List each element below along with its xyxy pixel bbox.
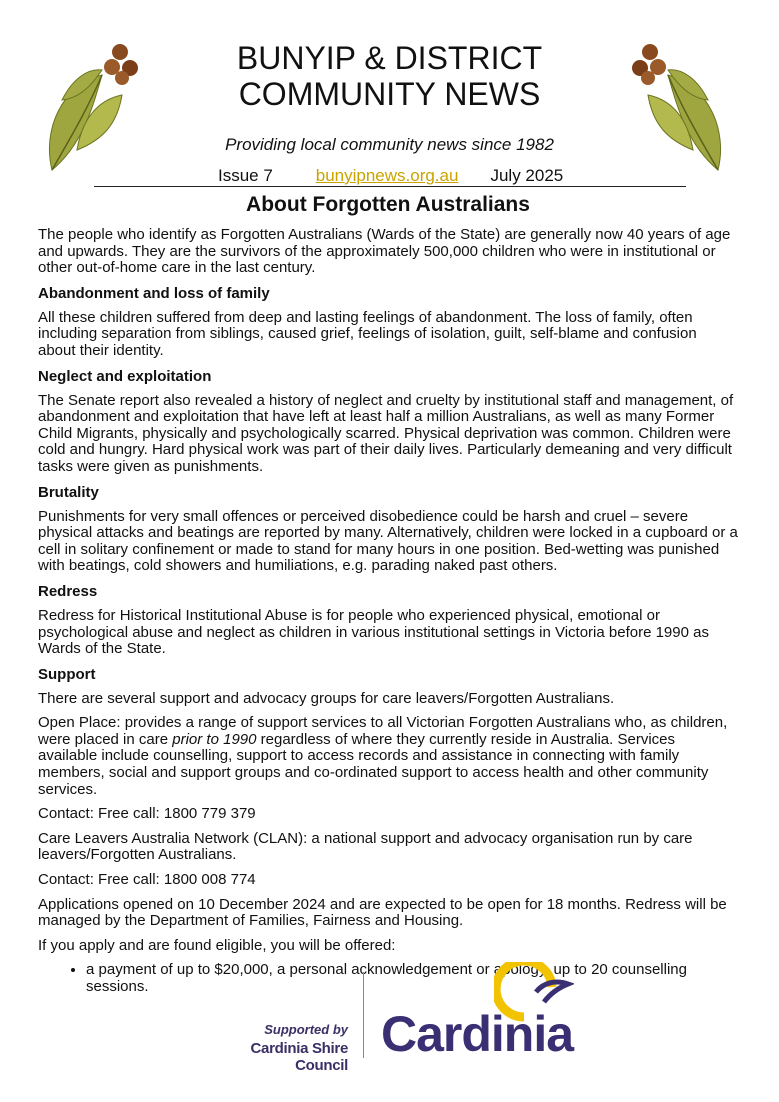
section-heading: Abandonment and loss of family	[38, 284, 270, 302]
eligibility-paragraph: If you apply and are found eligible, you will be offered:	[38, 936, 396, 954]
contact-open-place: Contact: Free call: 1800 779 379	[38, 805, 256, 823]
tagline: Providing local community news since 1982	[225, 135, 554, 154]
section-heading: Brutality	[38, 483, 99, 501]
issue-date: July 2025	[490, 166, 564, 185]
logo-divider	[363, 972, 364, 1058]
supported-by-label: Supported by	[264, 1022, 348, 1037]
article-intro: The people who identify as Forgotten Australians (Wards of the State) are generally now 40 years of age and upwards. They are the survivors of the approximately 500,000 children who were in institutional or other out-of-home care in the last century.	[38, 226, 731, 277]
newsletter-title: BUNYIP & DISTRICT COMMUNITY NEWS	[236, 40, 543, 112]
cardinia-logo-text: Cardinia	[381, 1006, 574, 1062]
section-heading: Neglect and exploitation	[38, 367, 212, 385]
open-place-paragraph: Open Place: provides a range of support services to all Victorian Forgotten Australians who, as children, were placed in care prior to 1990 regardless of where they currently reside in Australia. Services available include counselling, support to access records and assistance in connecting with family members, social and support groups and co-ordinated support to access health and other community services.	[38, 714, 728, 798]
gum-leaf-icon	[628, 40, 728, 175]
section-heading: Support	[38, 665, 96, 683]
council-name: Cardinia Shire Council	[250, 1040, 348, 1074]
section-body: Redress for Historical Institutional Abuse is for people who experienced physical, emotional or psychological abuse and neglect as children in various institutional settings in Victoria before 1990 as Wards of the State.	[38, 606, 709, 658]
article-title: About Forgotten Australians	[246, 193, 530, 216]
section-body: Punishments for very small offences or perceived disobedience could be harsh and cruel – severe physical attacks and beatings are reported by many. Alternatively, children were locked in a cupboard or a cell in solitary confinement or made to stand for many hours in one position. Bed-wetting was punished with beatings, cold showers and humiliations, e.g. parading naked past others.	[38, 507, 738, 575]
section-body: All these children suffered from deep and lasting feelings of abandonment. The loss of family, often including separation from siblings, caused grief, feelings of isolation, guilt, self-blame and confusion about their identity.	[38, 308, 697, 359]
article	[38, 193, 738, 996]
list-item: • a payment of up to $20,000, a personal acknowledgement or apology, up to 20 counselling sessions.	[86, 962, 738, 995]
website-link[interactable]: bunyipnews.org.au	[315, 166, 459, 185]
masthead	[0, 0, 779, 195]
clan-paragraph: Care Leavers Australia Network (CLAN): a national support and advocacy organisation run by care leavers/Forgotten Australians.	[38, 829, 693, 864]
contact-clan: Contact: Free call: 1800 008 774	[38, 871, 256, 889]
sponsor-logo	[198, 962, 578, 1074]
masthead-rule	[94, 186, 686, 187]
section-body: The Senate report also revealed a history of neglect and cruelty by institutional staff and management, of abandonment and exploitation that have left at least half a million Australians, as well as many Former Child Migrants, physically and psychologically scarred. Physical deprivation was common. Children were cold and hungry. Hard physical work was part of their daily lives. Particularly demeaning and very difficult tasks were given as punishments.	[38, 391, 734, 475]
support-paragraph: There are several support and advocacy groups for care leavers/Forgotten Australians.	[38, 689, 615, 707]
applications-paragraph: Applications opened on 10 December 2024 and are expected to be open for 18 months. Redress will be managed by the Department of Families, Fairness and Housing.	[38, 895, 727, 930]
section-heading: Redress	[38, 582, 98, 600]
issue-row	[218, 166, 563, 186]
issue-number: Issue 7	[218, 166, 273, 185]
